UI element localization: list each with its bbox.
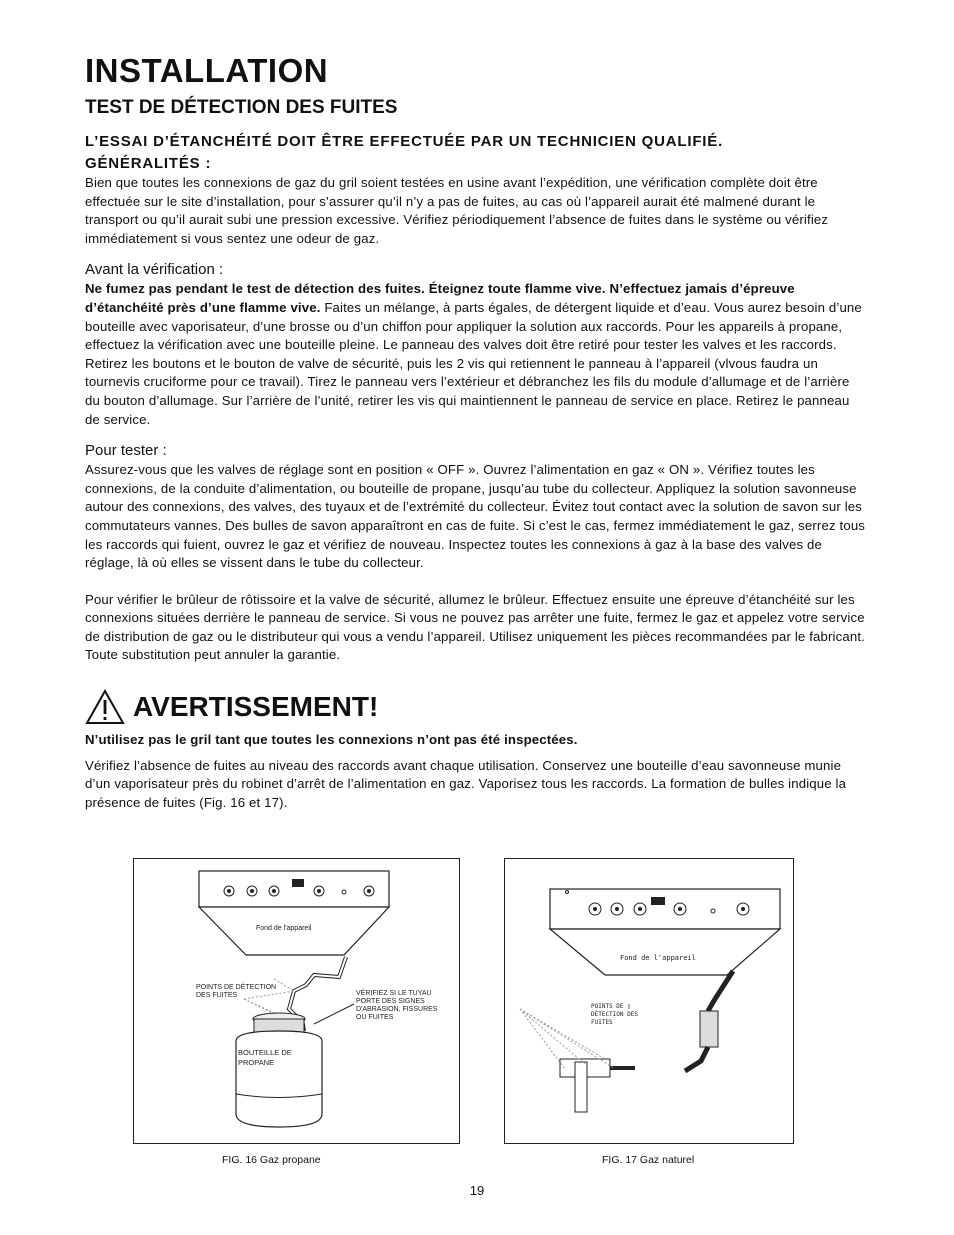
warning-paragraph: Vérifiez l’absence de fuites au niveau des raccords avant chaque utilisation. Conservez une bouteille d’eau savonneuse munie d’un vaporisateur près du robinet d’arrêt de l’alimentation en gaz. Vaporisez tous les raccords. La formation de bulles indique la présence de fuites (Fig. 16 et 17). <box>85 757 847 810</box>
page-title: INSTALLATION <box>85 52 329 89</box>
qualified-notice: L’ESSAI D’ÉTANCHÉITÉ DOIT ÊTRE EFFECTUÉE PAR UN TECHNICIEN QUALIFIÉ. <box>85 133 724 150</box>
figure-16-propane <box>133 858 460 1144</box>
general-heading: GÉNÉRALITÉS : <box>85 155 212 172</box>
before-paragraph <box>85 280 867 429</box>
figure-16-caption: FIG. 16 Gaz propane <box>222 1154 321 1166</box>
fig16-label-points: POINTS DE DÉTECTION DES FUITES <box>196 984 277 999</box>
warning-triangle-icon <box>85 689 125 725</box>
fig17-label-bottom: Fond de l'appareil <box>620 954 696 962</box>
before-bold-text: Ne fumez pas pendant le test de détection des fuites. Éteignez toute flamme vive. N’effectuez jamais d’épreuve d’étanchéité près d’une flamme vive. <box>85 281 795 315</box>
testing-heading: Pour tester : <box>85 442 167 460</box>
natural-gas-diagram <box>505 859 793 1143</box>
page-number: 19 <box>469 1183 485 1198</box>
general-paragraph: Bien que toutes les connexions de gaz du gril soient testées en usine avant l’expédition, une vérification complète doit être effectuée sur le site d’installation, pour s’assurer qu’il n’y a pas de fuites, au cas où l’appareil aurait été malmené durant le transport ou qu’il aurait subi une pression excessive. Vérifiez périodiquement l’absence de fuites dans le système ou vérifiez immédiatement si vous sentez une odeur de gaz. <box>85 175 829 246</box>
section-title: TEST DE DÉTECTION DES FUITES <box>85 97 398 118</box>
fig17-label-points: POINTS DE ▯ DÉTECTION DES FUITES <box>591 1003 638 1026</box>
warning-header <box>85 687 867 727</box>
before-heading: Avant la vérification : <box>85 261 224 279</box>
warning-title: AVERTISSEMENT! <box>133 691 379 723</box>
figure-17-natural-gas <box>504 858 794 1144</box>
fig16-label-tank: BOUTEILLE DE PROPANE <box>238 1048 292 1067</box>
fig16-label-bottom: Fond de l'appareil <box>256 925 312 932</box>
fig16-label-check: VÉRIFIEZ SI LE TUYAU PORTE DES SIGNES D'ABRASION, FISSURES OU FUITES <box>356 990 438 1021</box>
page-content <box>85 52 867 812</box>
before-text: Faites un mélange, à parts égales, de détergent liquide et d’eau. Vous aurez besoin d’une bouteille avec vaporisateur, d’une brosse ou d’un chiffon pour appliquer la solution aux raccords. Pour les appareils à propane, effectuez la vérification avec une bouteille pleine. Le panneau des valves doit être retiré pour tester les valves et les raccords. Retirez les boutons et le bouton de valve de sécurité, puis les 2 vis qui retiennent le panneau à l’appareil (vlvous faudra un tournevis cruciforme pour ce travail). Tirez le panneau vers l’extérieur et débranchez les fils du module d’allumage et de l’arrière du bouton d’allumage. Sur l’arrière de l’unité, retirer les vis qui maintiennent le panneau de service en place. Retirez le panneau de service. <box>85 299 862 427</box>
figure-17-caption: FIG. 17 Gaz naturel <box>602 1154 695 1166</box>
warning-bold-text: N’utilisez pas le gril tant que toutes les connexions n’ont pas été inspectées. <box>85 732 578 748</box>
testing-paragraph-2: Pour vérifier le brûleur de rôtissoire et la valve de sécurité, allumez le brûleur. Effectuez ensuite une épreuve d’étanchéité sur les connexions situées derrière le panneau de service. Si vous ne pouvez pas arrêter une fuite, fermez le gaz et appelez votre service de distribution de gaz ou le distributeur qui vous a vendu l’appareil. Utilisez uniquement les pièces recommandées par le fabricant. Toute substitution peut annuler la garantie. <box>85 591 865 663</box>
testing-paragraph-1: Assurez-vous que les valves de réglage sont en position « OFF ». Ouvrez l’alimentation en gaz « ON ». Vérifiez toutes les connexions, de la conduite d’alimentation, ou bouteille de propane, jusqu’au tube du collecteur. Appliquez la solution savonneuse autour des connexions, des valves, des tuyaux et de l’extrémité du collecteur. Évitez tout contact avec la solution de savon sur les commutateurs vannes. Des bulles de savon apparaîtront en cas de fuite. Si c’est le cas, fermez immédiatement le gaz, serrez tous les raccords qui fuient, ouvrez le gaz et vérifiez de nouveau. Inspectez toutes les connexions à gaz à la base des valves de réglage, là où elles se vissent dans le tube du collecteur. <box>85 462 866 571</box>
